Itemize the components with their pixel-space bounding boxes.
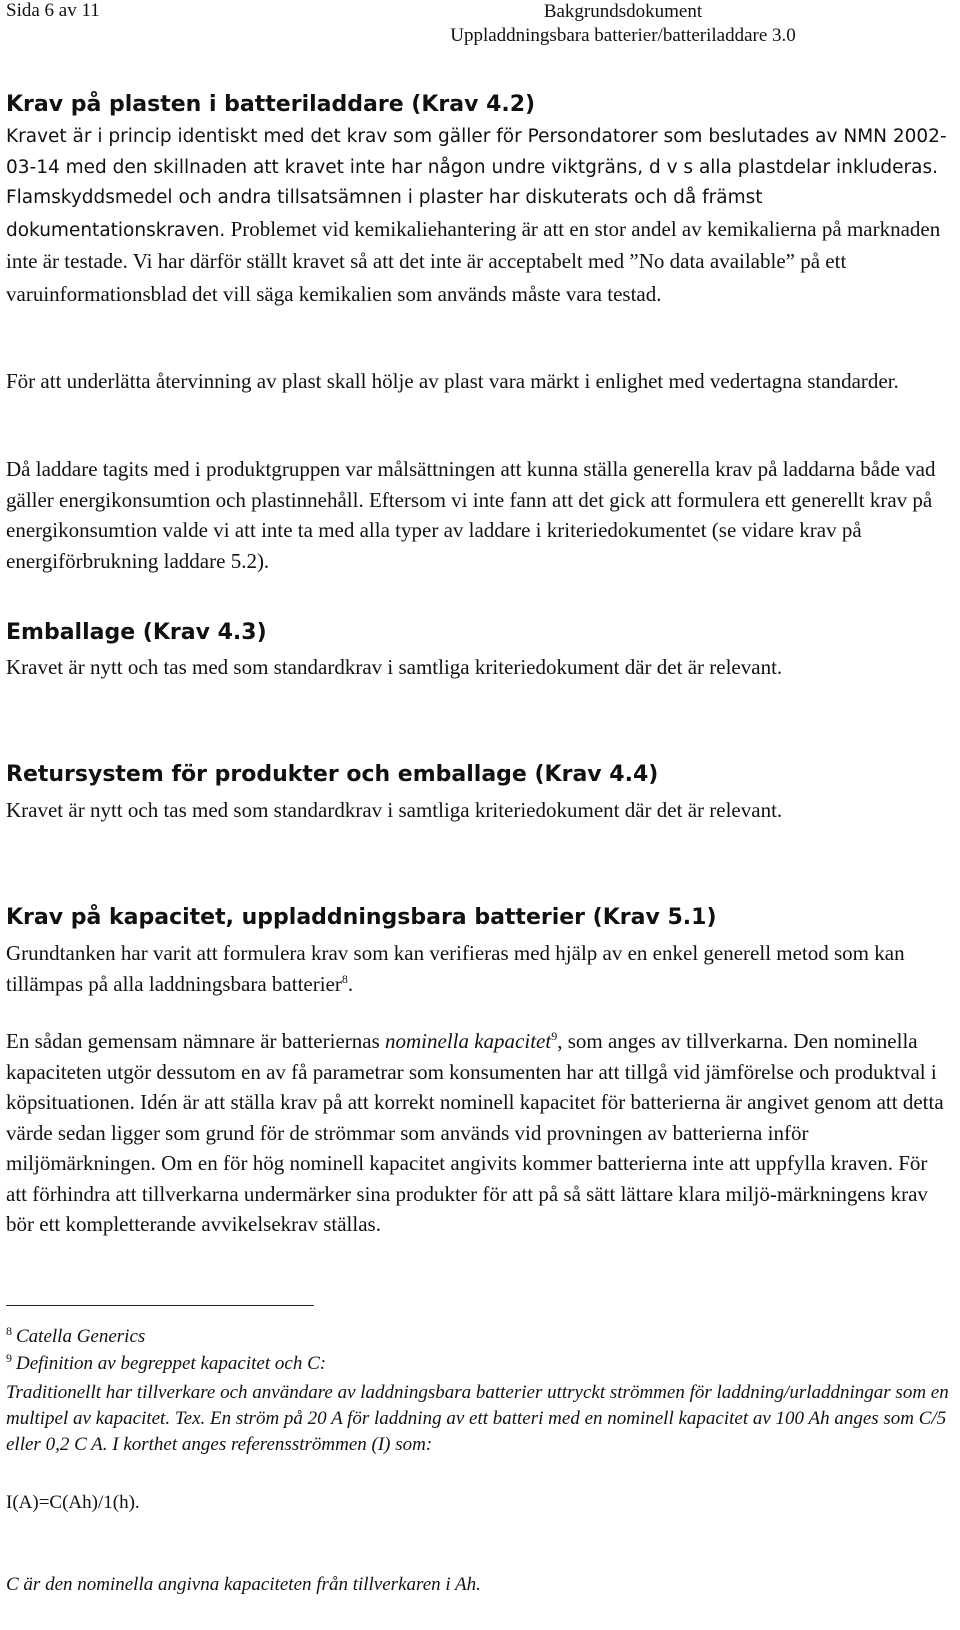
paragraph	[6, 938, 950, 999]
section-packaging	[6, 620, 950, 645]
footnote-note: C är den nominella angivna kapaciteten från tillverkaren i Ah.	[6, 1574, 481, 1595]
section-return-system	[6, 762, 950, 787]
paragraph	[6, 1026, 950, 1240]
paragraph-text: , som anges av tillverkarna. Den nominella kapaciteten utgör dessutom en av få parametrar som konsumenten har att tillgå vid jämförelse och produktval i köpsituationen. Idén är att ställa krav på att korrekt nominell kapacitet för batterierna är angivet genom att detta värde sedan ligger som grund för de strömmar som används vid provningen av batterierna inför miljömärkningen. Om en för hög nominell kapacitet angivits kommer batterierna inte att uppfylla kraven. För att förhindra att tillverkarna undermärker sina produkter för att på så sätt lättare klara miljö-märkningens krav bör ett kompletterande avvikelsekrav ställas.	[6, 1029, 944, 1236]
footnote-ref[interactable]: 9	[551, 1029, 558, 1043]
footnote-title: Definition av begreppet kapacitet och C:	[16, 1353, 327, 1374]
section-heading: Krav på plasten i batteriladdare (Krav 4.2)	[6, 92, 536, 117]
footnote-ref[interactable]: 8	[341, 971, 348, 986]
paragraph: Då laddare tagits med i produktgruppen var målsättningen att kunna ställa generella krav på laddarna både vad gäller energikonsumtion och plastinnehåll. Eftersom vi inte fann att det gick att formulera ett generellt krav på energikonsumtion valde vi att inte ta med alla typer av laddare i kriteriedokumentet (se vidare krav på energiförbrukning laddare 5.2).	[6, 457, 936, 573]
document-subtitle: Uppladdningsbara batterier/batteriladdare 3.0	[450, 25, 796, 46]
footnote-text: Catella Generics	[16, 1326, 146, 1347]
footnote-separator	[6, 1305, 314, 1306]
paragraph-sans-text: Kravet är i princip identiskt med det krav som gäller för Persondatorer som beslutades av NMN 2002-03-14 med den skillnaden att kravet inte har någon undre viktgräns, d v s alla plastdelar inkluderas. Flamskyddsmedel och andra tillsatsämnen i plaster har diskuterats och då främst dokumentationskraven.	[6, 126, 947, 241]
footnote-formula: I(A)=C(Ah)/1(h).	[6, 1492, 140, 1513]
paragraph-block	[6, 795, 950, 826]
paragraph: För att underlätta återvinning av plast skall hölje av plast vara märkt i enlighet med vedertagna standarder.	[6, 369, 899, 393]
paragraph-text: .	[347, 971, 354, 996]
paragraph-text: Grundtanken har varit att formulera krav som kan verifieras med hjälp av en enkel generell metod som kan tillämpas på alla laddningsbara batterier	[6, 941, 905, 996]
footnote-number: 8	[6, 1323, 12, 1338]
footnote-number: 9	[6, 1350, 12, 1365]
page-number: Sida 6 av 11	[6, 0, 100, 21]
footnote-9-body	[6, 1380, 950, 1458]
paragraph-block	[6, 1026, 950, 1240]
section-capacity	[6, 905, 950, 930]
document-header	[0, 0, 960, 48]
paragraph-block	[6, 454, 950, 576]
paragraph-block	[6, 366, 950, 397]
paragraph-text: En sådan gemensam nämnare är batteriernas	[6, 1029, 385, 1053]
footnote-text: Traditionellt har tillverkare och användare av laddningsbara batterier uttryckt strömmen för laddning/urladdningar som en multipel av kapacitet. Tex. En ström på 20 A för laddning av ett batteri med en nominell kapacitet av 100 Ah anges som C/5 eller 0,2 C A. I korthet anges referensströmmen (I) som:	[6, 1382, 949, 1455]
footnote-9	[6, 1351, 950, 1377]
paragraph: Kravet är nytt och tas med som standardkrav i samtliga kriteriedokument där det är relevant.	[6, 655, 783, 679]
paragraph-serif-text: Problemet vid kemikaliehantering är att en stor andel av kemikalierna på marknaden inte är testade. Vi har därför ställt kravet så att det inte är acceptabelt med ”No data available” på ett varuinformationsblad det vill säga kemikalien som används måste vara testad.	[6, 216, 941, 306]
paragraph: Kravet är nytt och tas med som standardkrav i samtliga kriteriedokument där det är relevant.	[6, 798, 783, 822]
paragraph-block	[6, 652, 950, 683]
footnote-8	[6, 1324, 950, 1350]
section-heading: Retursystem för produkter och emballage (Krav 4.4)	[6, 762, 659, 787]
document-title: Bakgrundsdokument	[543, 1, 703, 22]
section-heading: Krav på kapacitet, uppladdningsbara batterier (Krav 5.1)	[6, 905, 717, 930]
paragraph-block	[6, 938, 950, 999]
section-plastic-body	[6, 122, 950, 311]
section-heading: Emballage (Krav 4.3)	[6, 620, 267, 645]
section-plastic	[6, 92, 950, 117]
paragraph	[6, 122, 950, 311]
footnote-9-formula-block	[6, 1490, 950, 1516]
footnote-9-note-block	[6, 1572, 950, 1598]
italic-term: nominella kapacitet	[385, 1029, 552, 1053]
